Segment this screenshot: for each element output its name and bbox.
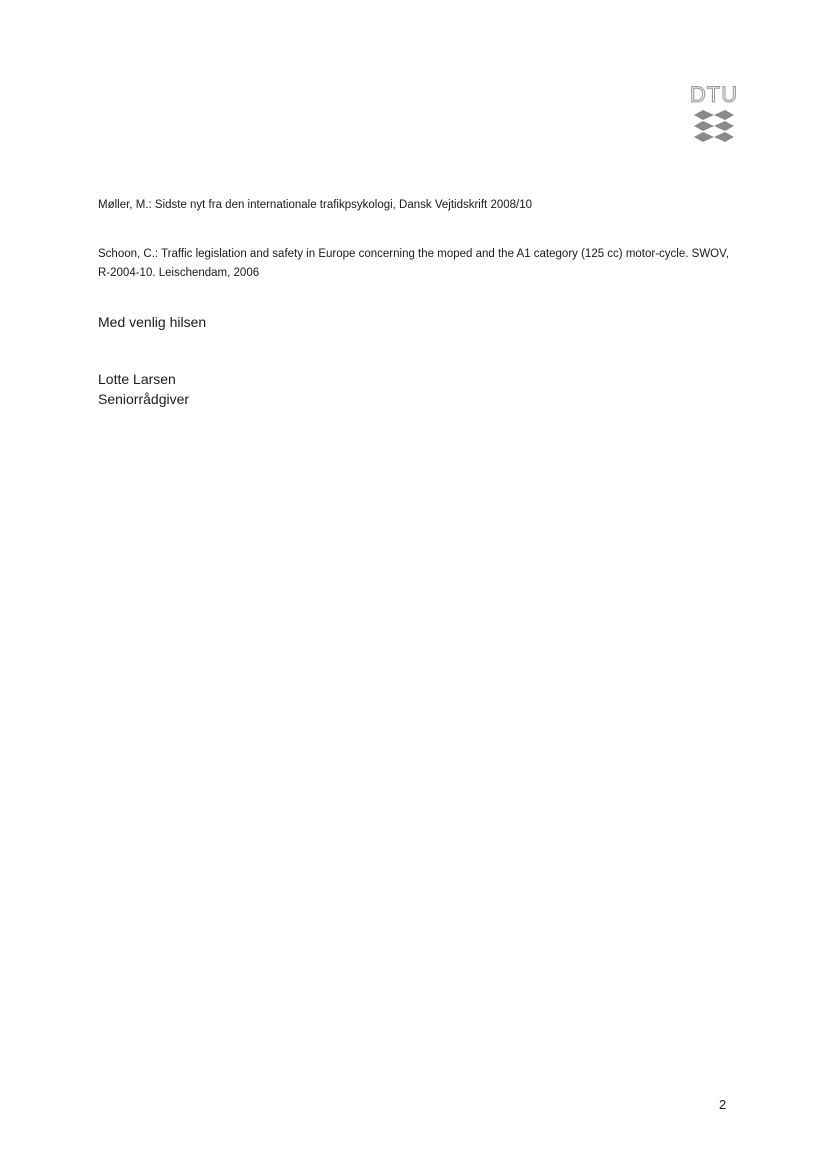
reference-schoon: Schoon, C.: Traffic legislation and safety in Europe concerning the moped and the A1 category (125 cc) motor-cycle. SWOV, R-2004-10. Leischendam, 2006 [98, 248, 729, 279]
signature-name: Lotte Larsen [98, 371, 176, 387]
reference-moller: Møller, M.: Sidste nyt fra den internationale trafikpsykologi, Dansk Vejtidskrift 2008/10 [98, 199, 533, 211]
signature-title: Seniorrådgiver [98, 391, 190, 407]
signature-block [98, 369, 189, 409]
dtu-logo-text: DTU [690, 82, 738, 107]
dtu-logo [690, 80, 738, 146]
page-number: 2 [719, 1097, 727, 1112]
closing-greeting: Med venlig hilsen [98, 314, 207, 330]
